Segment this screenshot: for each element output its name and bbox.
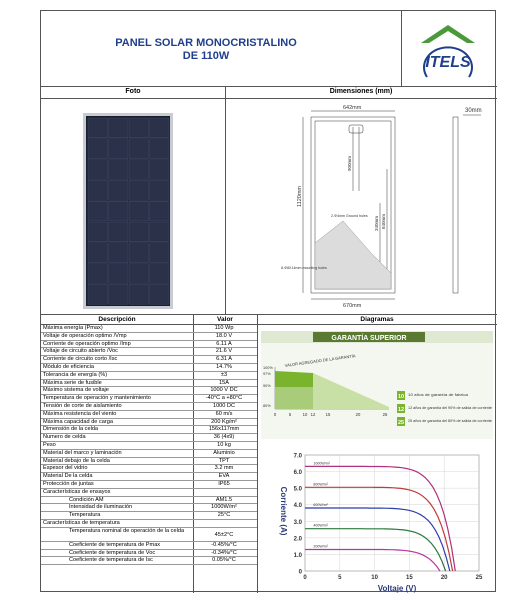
- solar-cell: [129, 139, 149, 159]
- solar-cell: [129, 243, 149, 263]
- warranty-chart-label: VALOR AGREGADO DE LA GARANTÍA: [284, 353, 356, 368]
- mounting-holes-label: 8-Φ8X14mm mounting holes: [281, 266, 327, 270]
- solar-cell: [129, 160, 149, 180]
- series-line: [305, 550, 440, 572]
- warranty-text: 25 años de garantía del 80% de salida de corriente: [408, 419, 493, 423]
- spec-description: Coeficiente de temperatura de Voc: [69, 549, 156, 556]
- solar-cell: [88, 201, 108, 221]
- spec-value: 0.05%/°C: [212, 557, 236, 564]
- warranty-text: 12 años de garantía del 90% de salida de corriente: [408, 406, 493, 410]
- chart-ticks: [294, 454, 483, 582]
- spec-value: -0.34%/°C: [211, 549, 237, 556]
- spec-row: [41, 497, 257, 505]
- spec-table-header: [41, 314, 497, 325]
- y-80: 80%: [263, 404, 271, 408]
- solar-cell: [88, 160, 108, 180]
- spec-description: Material De la celda: [43, 473, 93, 480]
- solar-cell: [150, 222, 170, 242]
- spec-value: 1000 DC: [212, 402, 236, 409]
- spec-value: EVA: [218, 473, 230, 480]
- solar-cell: [129, 222, 149, 242]
- y-tick-label: 0: [298, 569, 302, 576]
- warranty-x-tick: 0: [273, 412, 277, 417]
- spec-description: Corriente de operación optimo /Imp: [43, 340, 131, 347]
- solar-cell: [150, 264, 170, 284]
- spec-row: [41, 550, 257, 558]
- header: [41, 11, 497, 87]
- x-tick-label: 15: [406, 575, 413, 581]
- dimension-drawing: [267, 103, 495, 311]
- title-line-2: DE 110W: [182, 50, 230, 62]
- spec-description: Protección de juntas: [43, 480, 94, 487]
- spec-description: Intensidad de iluminación: [69, 504, 133, 511]
- solar-cell: [109, 284, 129, 304]
- page-title: [81, 37, 331, 63]
- spec-description: Máxima resistencia del viento: [43, 410, 117, 417]
- solar-cell: [109, 139, 129, 159]
- spec-row: [41, 348, 257, 356]
- spec-value: TPT: [218, 457, 230, 464]
- dim-width-top: 642mm: [343, 105, 362, 111]
- warranty-years: 12: [397, 407, 405, 413]
- solar-cell: [109, 264, 129, 284]
- y-97: 97%: [263, 372, 271, 376]
- series-label: 600W/m²: [313, 503, 328, 508]
- solar-cell: [109, 222, 129, 242]
- spec-row: [41, 380, 257, 388]
- spec-row: [41, 434, 257, 442]
- spec-description: Temperatura: [69, 512, 101, 519]
- spec-description: Espesor del vidrio: [43, 465, 88, 472]
- logo-text: ITELS: [425, 54, 471, 71]
- spec-row: [41, 364, 257, 372]
- solar-cell: [150, 180, 170, 200]
- datasheet: [40, 10, 496, 592]
- solar-cell: [88, 264, 108, 284]
- spec-row: [41, 458, 257, 466]
- y-tick-label: 4.0: [293, 503, 302, 510]
- dimensions-header: Dimensiones (mm): [329, 88, 393, 95]
- warranty-text: 10 años de garantía de fabrica: [408, 393, 469, 397]
- warranty-x-tick: 12: [310, 412, 316, 417]
- warranty-years: 25: [397, 420, 405, 426]
- spec-description: Tensión de corte de aislamiento: [43, 402, 122, 409]
- spec-row: [41, 372, 257, 380]
- spec-value: 6.31 A: [216, 356, 232, 363]
- dim-depth: 30mm: [465, 108, 482, 114]
- spec-row: [41, 512, 257, 520]
- spec-description: Numero de celda: [43, 434, 86, 441]
- spec-description: Máxima energía (Pmax): [43, 325, 103, 331]
- spec-description: Temperatura de operación y mantenimiento: [43, 395, 151, 402]
- spec-value: -0.45%/°C: [211, 541, 237, 548]
- y-tick-label: 5.0: [293, 486, 302, 493]
- warranty-diagram: [257, 329, 497, 441]
- dim-840: 840mm: [381, 213, 386, 229]
- spec-value: IP65: [218, 480, 230, 487]
- solar-cell: [109, 201, 129, 221]
- spec-description: Material debajo de la celda: [43, 457, 110, 464]
- solar-cell: [88, 139, 108, 159]
- y-axis-label: Corriente (A): [279, 486, 288, 536]
- spec-row: [41, 387, 257, 395]
- spec-row: [41, 465, 257, 473]
- col-value: Valor: [217, 316, 233, 323]
- col-diagrams: Diagramas: [360, 316, 394, 323]
- spec-row: [41, 325, 257, 333]
- spec-row: [41, 542, 257, 550]
- solar-cell: [150, 243, 170, 263]
- spec-value: 3.2 mm: [214, 465, 234, 472]
- spec-value: 156x117mm: [208, 426, 240, 433]
- spec-description: Coeficiente de temperatura de Isc: [69, 557, 153, 564]
- spec-row: [41, 504, 257, 512]
- title-line-1: PANEL SOLAR MONOCRISTALINO: [115, 37, 297, 49]
- spec-row: [41, 356, 257, 364]
- spec-row: [41, 419, 257, 427]
- solar-cell: [109, 160, 129, 180]
- iv-curve-chart: [267, 445, 495, 593]
- spec-row: [41, 481, 257, 489]
- y-tick-label: 1.0: [293, 552, 302, 559]
- spec-description: Dimensión de la celda: [43, 426, 99, 433]
- spec-description: Condición AM: [69, 496, 104, 503]
- solar-cell: [129, 284, 149, 304]
- spec-description: Temperatura nominal de operación de la celda: [69, 527, 185, 534]
- solar-cell: [129, 264, 149, 284]
- solar-cell: [88, 222, 108, 242]
- x-tick-label: 20: [440, 575, 448, 581]
- col-description: Descripción: [98, 316, 136, 323]
- spec-row: [41, 403, 257, 411]
- spec-value: AM1.5: [215, 496, 233, 503]
- spec-description: Máxima capacidad de carga: [43, 418, 113, 425]
- spec-row: [41, 473, 257, 481]
- spec-value: 15A: [219, 379, 229, 386]
- solar-cell: [88, 284, 108, 304]
- spec-description: Tolerancia de energía (%): [43, 371, 108, 378]
- spec-value: 45±2°C: [214, 531, 234, 538]
- solar-cell: [109, 243, 129, 263]
- solar-cell: [109, 118, 129, 138]
- series-label: 200W/m²: [313, 544, 328, 549]
- solar-cell: [88, 118, 108, 138]
- dim-width-bottom: 670mm: [343, 303, 362, 309]
- spec-row: [41, 333, 257, 341]
- spec-value: 10 kg: [217, 441, 231, 448]
- spec-row: [41, 395, 257, 403]
- dim-900: 900mm: [347, 155, 352, 171]
- y-90: 90%: [263, 384, 271, 388]
- spec-row: [41, 450, 257, 458]
- spec-row: [41, 442, 257, 450]
- solar-cell: [150, 118, 170, 138]
- warranty-x-tick: 20: [355, 412, 361, 417]
- x-axis-label: Voltaje (V): [377, 584, 417, 593]
- photo-header: Foto: [125, 88, 141, 95]
- spec-description: Módulo de eficiencia: [43, 363, 94, 370]
- spec-description: Peso: [43, 441, 56, 448]
- spec-description: Voltaje de circuito abierto /Voc: [43, 348, 118, 355]
- warranty-x-tick: 10: [302, 412, 308, 417]
- x-tick-label: 0: [303, 575, 307, 581]
- solar-cell: [150, 160, 170, 180]
- solar-cell: [129, 180, 149, 200]
- y-100: 100%: [263, 366, 273, 370]
- spec-description: Material del marco y laminación: [43, 449, 122, 456]
- solar-cell: [129, 118, 149, 138]
- ground-holes-label: 2-Φ4mm Ground holes: [331, 214, 368, 218]
- spec-row: [41, 411, 257, 419]
- spec-value: 200 Kg/m²: [211, 418, 237, 425]
- spec-value: 6.11 A: [216, 340, 232, 347]
- warranty-banner: GARANTÍA SUPERIOR: [331, 335, 407, 342]
- x-tick-label: 10: [371, 575, 378, 581]
- divider: [401, 11, 402, 87]
- warranty-years: 10: [397, 394, 405, 400]
- spec-description: Características de ensayos: [43, 488, 111, 495]
- itels-logo: [413, 23, 483, 81]
- spec-description: Corriente de circuito corto /Isc: [43, 356, 118, 363]
- spec-table: [41, 325, 257, 565]
- solar-cell: [150, 139, 170, 159]
- warranty-x-tick: 5: [288, 412, 292, 417]
- spec-row: [41, 528, 257, 542]
- solar-cell: [88, 243, 108, 263]
- spec-row: [41, 557, 257, 565]
- spec-value: 110 Wp: [214, 325, 234, 331]
- solar-cell: [109, 180, 129, 200]
- warranty-x-tick: 25: [382, 412, 388, 417]
- solar-cell: [88, 180, 108, 200]
- spec-description: Características de temperatura: [43, 519, 120, 526]
- spec-description: Máximo sistema de voltaje: [43, 387, 109, 394]
- x-tick-label: 5: [338, 575, 342, 581]
- series-label: 1000W/m²: [313, 461, 330, 466]
- spec-description: Máxima serie de fusible: [43, 379, 102, 386]
- dim-340: 340mm: [374, 215, 379, 231]
- spec-row: [41, 426, 257, 434]
- solar-panel-photo: [83, 113, 173, 309]
- x-tick-label: 25: [475, 575, 483, 581]
- dim-height: 1120mm: [297, 186, 303, 207]
- spec-value: 60 m/s: [215, 410, 233, 417]
- spec-value: ±3: [220, 371, 228, 378]
- y-tick-label: 6.0: [293, 470, 302, 477]
- spec-description: Coeficiente de temperatura de Pmax: [69, 541, 161, 548]
- spec-value: Aluminio: [213, 449, 235, 456]
- solar-cell: [150, 201, 170, 221]
- spec-value: 36 (4x9): [213, 434, 235, 441]
- spec-value: 21.6 V: [215, 348, 233, 355]
- section-headers: [41, 87, 497, 99]
- series-label: 400W/m²: [313, 523, 328, 528]
- y-tick-label: 7.0: [293, 453, 302, 460]
- spec-value: 25°C: [217, 512, 231, 519]
- spec-row: [41, 341, 257, 349]
- series-label: 800W/m²: [313, 482, 328, 487]
- solar-cell: [129, 201, 149, 221]
- warranty-x-tick: 15: [325, 412, 331, 417]
- spec-value: 1000 V DC: [210, 387, 238, 394]
- divider: [225, 87, 226, 314]
- spec-row: [41, 520, 257, 528]
- solar-cell: [150, 284, 170, 304]
- spec-value: 1000W/m²: [211, 504, 237, 511]
- spec-value: 18.0 V: [215, 332, 233, 339]
- y-tick-label: 3.0: [293, 519, 302, 526]
- y-tick-label: 2.0: [293, 536, 302, 543]
- spec-value: -40°C a +80°C: [205, 395, 243, 402]
- spec-description: Voltaje de operación optimo /Vmp: [43, 332, 127, 339]
- spec-value: 14.7%: [216, 363, 232, 370]
- spec-row: [41, 489, 257, 497]
